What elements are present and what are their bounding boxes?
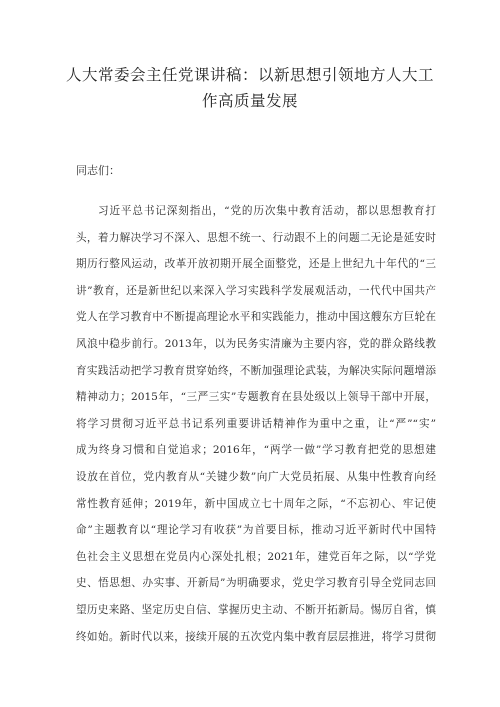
paragraph-line: 终如始。新时代以来，接续开展的五次党内集中教育层层推进，将学习贯彻 <box>76 630 436 643</box>
paragraph-line: 党人在学习教育中不断提高理论水平和实践能力，推动中国这艘东方巨轮在 <box>76 311 436 324</box>
paragraph-line: 成为终身习惯和自觉追求；2016年，“两学一做”学习教育把党的思想建 <box>76 444 436 457</box>
paragraph-line: 史、悟思想、办实事、开新局”为明确要求，党史学习教育引导全党同志回 <box>76 577 436 590</box>
paragraph-line: 期历行整风运动，改革开放初期开展全面整党，还是上世纪九十年代的“三 <box>76 258 436 271</box>
salutation: 同志们： <box>76 164 120 177</box>
title-line-2: 作高质量发展 <box>201 92 298 110</box>
paragraph-line: 习近平总书记深刻指出，“党的历次集中教育活动，都以思想教育打 <box>98 205 436 217</box>
paragraph-line: 讲”教育，还是新世纪以来深入学习实践科学发展观活动，一代代中国共产 <box>76 284 436 297</box>
body-paragraph <box>76 198 436 650</box>
paragraph-line: 精神动力；2015年，“三严三实”专题教育在县处级以上领导干部中开展， <box>76 391 436 404</box>
paragraph-line: 育实践活动把学习教育贯穿始终，不断加强理论武装，为解决实际问题增添 <box>76 364 436 377</box>
title-line-1: 人大常委会主任党课讲稿：以新思想引领地方人大工 <box>65 66 434 84</box>
paragraph-line: 将学习贯彻习近平总书记系列重要讲话精神作为重中之重，让“严”“实” <box>76 417 436 430</box>
paragraph-line: 命”主题教育以“理论学习有收获”为首要目标，推动习近平新时代中国特 <box>76 524 436 537</box>
paragraph-line: 设放在首位，党内教育从“关键少数”向广大党员拓展、从集中性教育向经 <box>76 470 436 483</box>
paragraph-line: 头，着力解决学习不深入、思想不统一、行动跟不上的问题二无论是延安时 <box>76 231 436 244</box>
document-title <box>60 62 440 114</box>
paragraph-line: 风浪中稳步前行。2013年，以为民务实清廉为主要内容，党的群众路线教 <box>76 337 436 350</box>
paragraph-line: 常性教育延伸；2019年，新中国成立七十周年之际，“不忘初心、牢记使 <box>76 497 436 510</box>
paragraph-line: 色社会主义思想在党员内心深处扎根；2021年，建党百年之际，以“学党 <box>76 550 436 563</box>
paragraph-line: 望历史来路、坚定历史自信、掌握历史主动、不断开拓新局。惕厉自省，慎 <box>76 603 436 616</box>
